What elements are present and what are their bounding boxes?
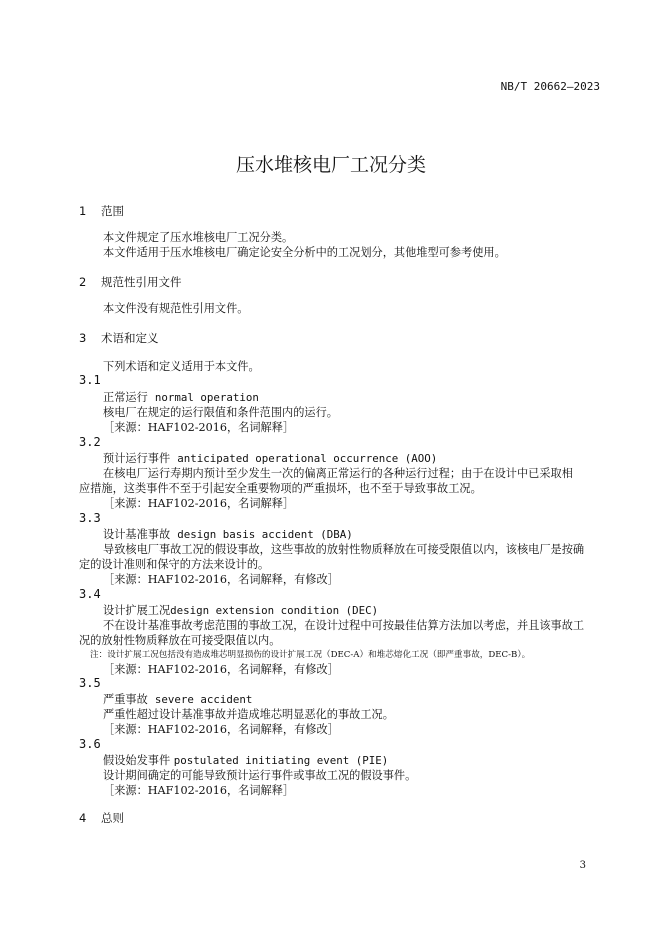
term-zh: 设计基准事故 — [103, 528, 171, 541]
term-number: 3.3 — [79, 511, 101, 525]
section-1-heading — [79, 203, 124, 219]
term-definition: 定的设计准则和保守的方法来设计的。 — [79, 558, 270, 571]
term-en: normal operation — [154, 391, 259, 404]
term-definition: 不在设计基准事故考虑范围的事故工况，在设计过程中可按最佳估算方法加以考虑，并且该事故工 — [103, 619, 585, 632]
section-number: 4 — [79, 811, 87, 825]
term-number: 3.5 — [79, 676, 101, 690]
standard-number: NB/T 20662—2023 — [500, 80, 600, 93]
term-source: ［来源：HAF102-2016，名词解释］ — [103, 497, 295, 510]
term-definition: 况的放射性物质释放在可接受限值以内。 — [79, 634, 281, 647]
section-4-heading — [79, 810, 124, 826]
term-definition: 设计期间确定的可能导致预计运行事件或事故工况的假设事件。 — [103, 769, 417, 782]
paragraph: 下列术语和定义适用于本文件。 — [103, 360, 260, 373]
term-number: 3.1 — [79, 373, 101, 387]
term-source: ［来源：HAF102-2016，名词解释］ — [103, 421, 295, 434]
term-definition: 导致核电厂事故工况的假设事故，这些事故的放射性物质释放在可接受限值以内，该核电厂是按确 — [103, 543, 585, 556]
paragraph: 本文件规定了压水堆核电厂工况分类。 — [103, 231, 294, 244]
section-number: 1 — [79, 204, 87, 218]
term-en: postulated initiating event (PIE) — [173, 754, 389, 767]
term-number: 3.2 — [79, 435, 101, 449]
term-en: severe accident — [154, 693, 253, 706]
section-2-heading — [79, 274, 182, 290]
section-number: 2 — [79, 275, 87, 289]
term-number: 3.4 — [79, 587, 101, 601]
paragraph: 本文件没有规范性引用文件。 — [103, 302, 249, 315]
term-number: 3.6 — [79, 737, 101, 751]
term-heading — [103, 752, 388, 768]
section-title: 规范性引用文件 — [101, 275, 182, 289]
term-definition: 在核电厂运行寿期内预计至少发生一次的偏离正常运行的各种运行过程；由于在设计中已采取相 — [103, 467, 573, 480]
term-zh: 假设始发事件 — [103, 754, 171, 767]
term-zh: 设计扩展工况 — [103, 604, 171, 617]
term-source: ［来源：HAF102-2016，名词解释，有修改］ — [103, 723, 339, 736]
paragraph: 本文件适用于压水堆核电厂确定论安全分析中的工况划分，其他堆型可参考使用。 — [103, 246, 506, 259]
term-source: ［来源：HAF102-2016，名词解释，有修改］ — [103, 663, 339, 676]
term-en: design basis accident (DBA) — [177, 528, 353, 541]
term-zh: 正常运行 — [103, 391, 148, 404]
section-number: 3 — [79, 331, 87, 345]
section-title: 总则 — [101, 811, 124, 825]
term-definition: 严重性超过设计基准事故并造成堆芯明显恶化的事故工况。 — [103, 708, 394, 721]
term-en: anticipated operational occurrence (AOO) — [177, 452, 438, 465]
term-heading — [103, 389, 259, 405]
term-heading — [103, 526, 353, 542]
term-source: ［来源：HAF102-2016，名词解释］ — [103, 784, 295, 797]
section-title: 术语和定义 — [101, 331, 159, 345]
term-source: ［来源：HAF102-2016，名词解释，有修改］ — [103, 573, 339, 586]
term-heading — [103, 450, 437, 466]
section-3-heading — [79, 330, 159, 346]
term-zh: 预计运行事件 — [103, 452, 171, 465]
term-definition: 核电厂在规定的运行限值和条件范围内的运行。 — [103, 406, 338, 419]
term-definition: 应措施，这类事件不至于引起安全重要物项的严重损坏，也不至于导致事故工况。 — [79, 482, 482, 495]
term-heading — [103, 691, 252, 707]
term-en: design extension condition (DEC) — [170, 604, 379, 617]
term-heading — [103, 602, 378, 618]
term-zh: 严重事故 — [103, 693, 148, 706]
document-title: 压水堆核电厂工况分类 — [235, 154, 426, 176]
term-note: 注：设计扩展工况包括没有造成堆芯明显损伤的设计扩展工况（DEC-A）和堆芯熔化工况（即严重事故，DEC-B）。 — [90, 650, 531, 660]
section-title: 范围 — [101, 204, 124, 218]
page-number: 3 — [579, 860, 586, 871]
